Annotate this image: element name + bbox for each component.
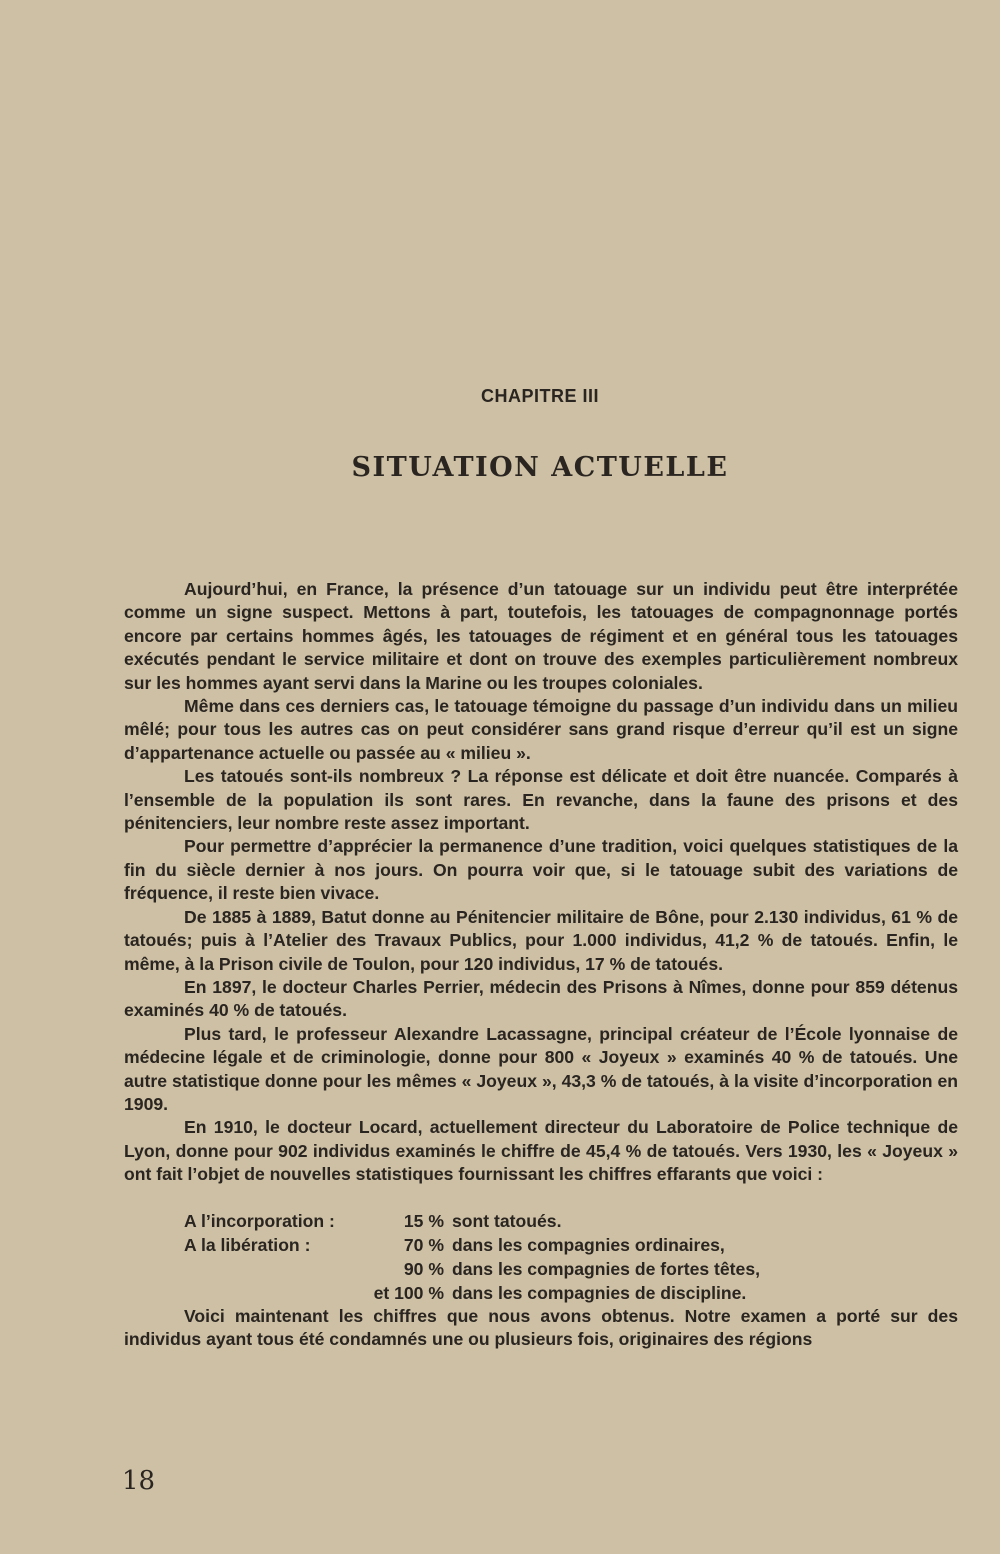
chapter-title: SITUATION ACTUELLE [351,452,729,483]
paragraph: Aujourd’hui, en France, la présence d’un tatouage sur un individu peut être interprétée comme un signe suspect. Mettons à part, toutefois, les tatouages de compagnonnage portés encore par certains hommes âgés, les tatouages de régiment et en général tous les tatouages exécutés pendant le service militaire et dont on trouve des exemples particulièrement nombreux sur les hommes ayant servi dans la Marine ou les troupes coloniales. [124,579,958,693]
page-number: 18 [122,1466,156,1496]
body-text [124,578,958,1351]
paragraph: Voici maintenant les chiffres que nous avons obtenus. Notre examen a porté sur des individus ayant tous été condamnés une ou plusieurs fois, originaires des régions [124,1305,958,1349]
paragraph: En 1910, le docteur Locard, actuellement directeur du Laboratoire de Police technique de Lyon, donne pour 902 individus examinés le chiffre de 45,4 % de tatoués. Vers 1930, les « Joyeux » ont fait l’objet de nouvelles statistiques fournissant les chiffres effarants que voici : [124,1117,958,1185]
stat-text: dans les compagnies de fortes têtes, [452,1258,760,1279]
stat-value: 90 % [403,1258,444,1279]
stat-label: A l’incorporation : [184,1210,335,1231]
paragraph: Plus tard, le professeur Alexandre Lacassagne, principal créateur de l’École lyonnaise de médecine légale et de criminologie, donne pour 800 « Joyeux » examinés 40 % de tatoués. Une autre statistique donne pour les mêmes « Joyeux », 43,3 % de tatoués, à la visite d’incorporation en 1909. [124,1023,958,1114]
stat-row [184,1209,958,1233]
stat-label: A la libération : [184,1234,311,1255]
paragraph: Pour permettre d’apprécier la permanence d’une tradition, voici quelques statistiques de la fin du siècle dernier à nos jours. On pourra voir que, si le tatouage subit des variations de fréquence, il reste bien vivace. [124,836,958,904]
stat-value: et 100 % [373,1282,444,1303]
paragraph: Même dans ces derniers cas, le tatouage témoigne du passage d’un individu dans un milieu mêlé; pour tous les autres cas on peut considérer sans grand risque d’erreur qu’il est un signe d’appartenance actuelle ou passée au « milieu ». [124,696,958,763]
stat-label [184,1281,366,1305]
stat-row [184,1257,958,1281]
stat-text: dans les compagnies de discipline. [452,1282,747,1303]
statistics-list [184,1209,958,1305]
stat-label [184,1257,366,1281]
chapter-label: CHAPITRE III [480,386,599,406]
stat-text: sont tatoués. [452,1210,562,1231]
stat-value: 15 % [403,1210,444,1231]
stat-text: dans les compagnies ordinaires, [452,1234,725,1255]
stat-row [184,1233,958,1257]
stat-value: 70 % [403,1234,444,1255]
stat-row [184,1281,958,1305]
paragraph: En 1897, le docteur Charles Perrier, médecin des Prisons à Nîmes, donne pour 859 détenus examinés 40 % de tatoués. [124,976,958,1021]
paragraph: De 1885 à 1889, Batut donne au Pénitencier militaire de Bône, pour 2.130 individus, 61 % de tatoués; puis à l’Atelier des Travaux Publics, pour 1.000 individus, 41,2 % de tatoués. Enfin, le même, à la Prison civile de Toulon, pour 120 individus, 17 % de tatoués. [124,906,958,974]
paragraph: Les tatoués sont-ils nombreux ? La réponse est délicate et doit être nuancée. Comparés à l’ensemble de la population ils sont rares. En revanche, dans la faune des prisons et des pénitenciers, leur nombre reste assez important. [124,766,958,834]
